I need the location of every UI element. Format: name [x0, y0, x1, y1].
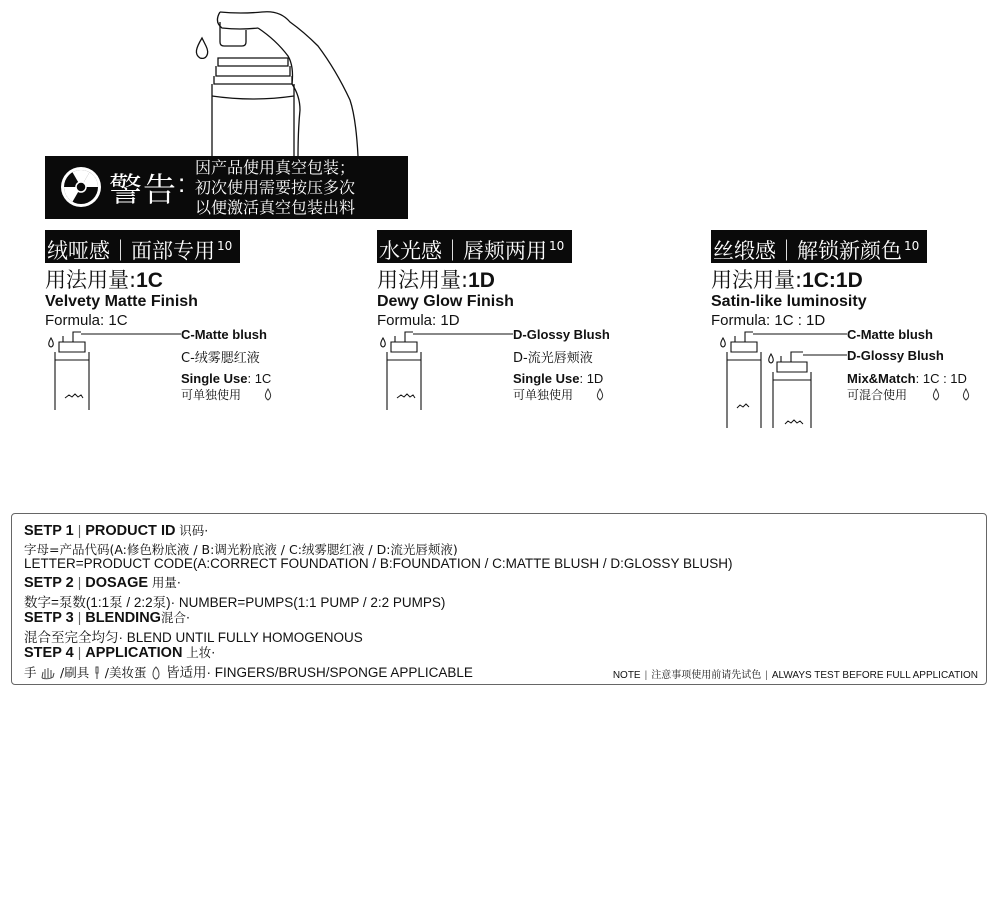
warning-line: 初次使用需要按压多次	[195, 178, 356, 197]
use-value: : 1C : 1D	[915, 371, 967, 386]
usage-line	[711, 264, 863, 294]
step-title: DOSAGE	[85, 575, 149, 591]
bottle-illustration	[45, 328, 185, 410]
droplet-icon	[961, 388, 971, 402]
product-column-1c	[45, 230, 335, 430]
step1-heading: SETP 1 | PRODUCT ID 识码·	[24, 523, 209, 539]
step-title-cn: 混合·	[160, 610, 190, 625]
product-title-bar	[377, 230, 572, 263]
step-number: SETP 1	[24, 523, 74, 539]
product-label-en: D-Glossy Blush	[513, 327, 610, 342]
hand-icon	[40, 666, 56, 680]
step-number: STEP 4	[24, 645, 74, 661]
usage-line	[45, 264, 163, 294]
formula-text: Formula: 1D	[377, 312, 460, 329]
droplet-icon	[263, 388, 273, 402]
use-line	[513, 371, 603, 386]
step-number: SETP 2	[24, 575, 74, 591]
product-label-en: C-Matte blush	[847, 327, 933, 342]
product-title: 丝缎感｜解锁新颜色	[713, 239, 902, 263]
finish-name: Satin-like luminosity	[711, 293, 867, 310]
step2-heading: SETP 2 | DOSAGE 用量·	[24, 575, 181, 591]
use-label: Mix&Match	[847, 371, 916, 386]
applicable-text: 皆适用· FINGERS/BRUSH/SPONGE APPLICABLE	[166, 665, 473, 680]
finish-name: Velvety Matte Finish	[45, 293, 198, 310]
use-cn: 可单独使用	[513, 388, 574, 402]
note-cn: 注意事项使用前请先试色	[651, 670, 762, 681]
formula-text: Formula: 1C : 1D	[711, 312, 826, 329]
fingers-text: 手	[24, 665, 37, 680]
step-title-cn: 识码·	[179, 523, 209, 538]
finish-name: Dewy Glow Finish	[377, 293, 514, 310]
product-column-1c1d	[711, 230, 993, 430]
usage-prefix: 用法用量:	[377, 268, 469, 292]
usage-code: 1C:1D	[802, 269, 863, 292]
product-sup: 10	[217, 239, 233, 253]
usage-code: 1D	[468, 269, 495, 292]
two-bottle-illustration	[711, 328, 851, 430]
product-label-cn: D-流光唇颊液	[513, 351, 593, 366]
product-title-bar	[45, 230, 240, 263]
use-label: Single Use	[513, 371, 580, 386]
droplet-icon	[931, 388, 941, 402]
use-line	[847, 371, 967, 386]
steps-panel	[11, 513, 987, 685]
warning-line: 以便激活真空包装出料	[195, 198, 356, 217]
note-line: NOTE | 注意事项使用前请先试色 | ALWAYS TEST BEFORE FULL APPLICATION	[612, 670, 978, 681]
step1-line-en: LETTER=PRODUCT CODE(A:CORRECT FOUNDATION / B:FOUNDATION / C:MATTE BLUSH / D:GLOSSY BLUSH)	[24, 556, 733, 571]
usage-code: 1C	[136, 269, 163, 292]
usage-line	[377, 264, 495, 294]
step-title: PRODUCT ID	[85, 523, 176, 539]
product-title: 绒哑感｜面部专用	[47, 239, 215, 263]
product-title-bar	[711, 230, 927, 263]
step-title-cn: 用量·	[151, 575, 181, 590]
warning-line: 因产品使用真空包装；	[195, 158, 356, 177]
usage-prefix: 用法用量:	[711, 268, 803, 292]
step-title: BLENDING	[85, 610, 161, 626]
radiation-icon	[59, 165, 103, 209]
use-cn: 可单独使用	[181, 388, 242, 402]
step-number: SETP 3	[24, 610, 74, 626]
use-label: Single Use	[181, 371, 248, 386]
sponge-text: /美妆蛋	[104, 665, 147, 680]
usage-prefix: 用法用量:	[45, 268, 137, 292]
product-label-en: C-Matte blush	[181, 327, 267, 342]
use-value: : 1D	[579, 371, 604, 386]
warning-colon: :	[178, 168, 186, 198]
warning-text	[195, 158, 355, 218]
formula-text: Formula: 1C	[45, 312, 128, 329]
step-title: APPLICATION	[85, 645, 183, 661]
product-column-1d	[377, 230, 667, 430]
step2-line: 数字=泵数(1:1泵 / 2:2泵)· NUMBER=PUMPS(1:1 PUMP / 2:2 PUMPS)	[24, 595, 446, 610]
brush-text: /刷具	[60, 665, 90, 680]
hand-pump-illustration	[180, 0, 380, 160]
product-title: 水光感｜唇颊两用	[379, 239, 547, 263]
note-label: NOTE	[612, 670, 641, 681]
step4-line	[24, 661, 473, 681]
use-cn: 可混合使用	[847, 388, 908, 402]
step3-line: 混合至完全均匀· BLEND UNTIL FULLY HOMOGENOUS	[24, 630, 363, 645]
step-title-cn: 上妆·	[186, 645, 216, 660]
product-label-cn: C-绒雾腮红液	[181, 351, 260, 366]
use-line	[181, 371, 271, 386]
step4-heading: STEP 4 | APPLICATION 上妆·	[24, 645, 216, 661]
product-sup: 10	[549, 239, 565, 253]
step3-heading: SETP 3 | BLENDING混合·	[24, 610, 190, 626]
step1-line-cn: 字母=产品代码(A:修色粉底液 / B:调光粉底液 / C:绒雾腮红液 / D:流光唇颊液)	[24, 542, 458, 557]
sponge-icon	[150, 666, 162, 680]
droplet-icon	[196, 38, 207, 58]
use-value: : 1C	[247, 371, 272, 386]
bottle-illustration	[377, 328, 517, 410]
droplet-icon	[595, 388, 605, 402]
product-label-en-2: D-Glossy Blush	[847, 348, 944, 363]
warning-title: 警告	[109, 170, 177, 209]
note-en: ALWAYS TEST BEFORE FULL APPLICATION	[771, 670, 978, 681]
brush-icon	[93, 666, 101, 680]
warning-banner	[45, 156, 408, 219]
product-sup: 10	[904, 239, 920, 253]
